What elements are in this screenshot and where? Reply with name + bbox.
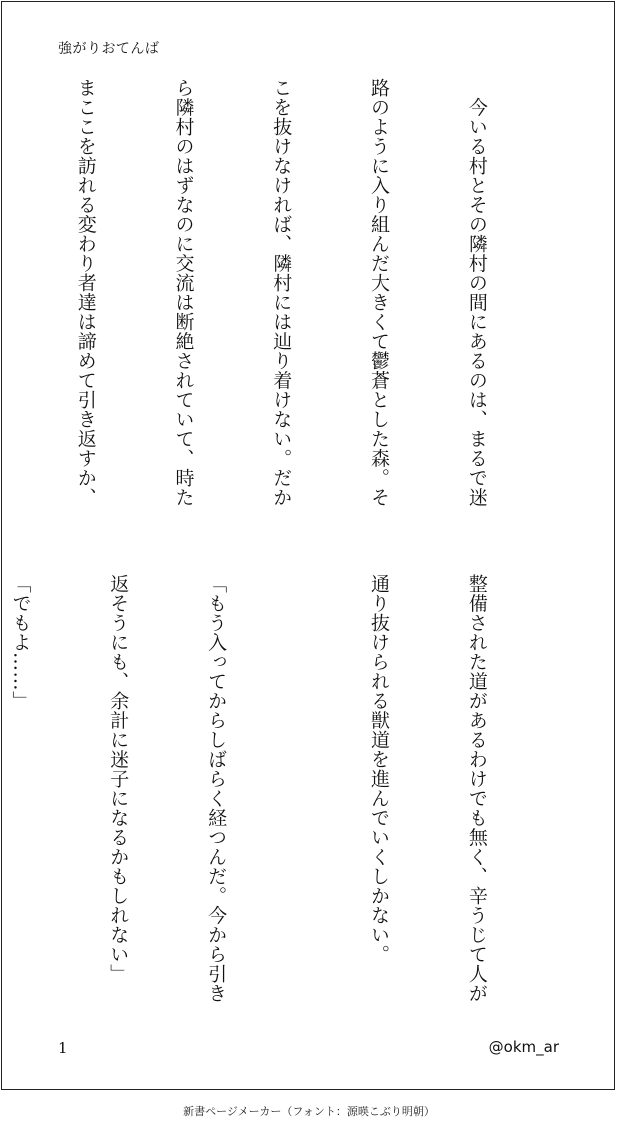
generator-credit: 新書ページメーカー（フォント：源暎こぶり明朝）	[183, 1105, 435, 1118]
text-block-top	[52, 78, 558, 528]
text-column: 通り抜けられる獣道を進んでいくしかない。	[368, 574, 391, 964]
dialogue-column: 「もう入ってからしばらく経つんだ。今から引き	[205, 574, 228, 1003]
running-title: 強がりおてんば	[58, 41, 160, 57]
text-column: 整備された道があるわけでも無く、辛うじて人が	[465, 574, 488, 1003]
text-column: 今いる村とその隣村の間にあるのは、まるで迷	[465, 78, 488, 507]
book-page	[1, 1, 615, 1090]
page-number: 1	[58, 1039, 68, 1057]
author-handle: @okm_ar	[488, 1038, 559, 1056]
text-block-bottom	[9, 574, 558, 1003]
text-column: ら隣村のはずなのに交流は断絶されていて、時た	[172, 78, 195, 507]
dialogue-column: 「でもよ……」	[9, 574, 32, 711]
text-column: こを抜けなければ、隣村には辿り着けない。だか	[270, 78, 293, 507]
dialogue-column: 返そうにも、余計に迷子になるかもしれない」	[107, 574, 130, 984]
text-column: まここを訪れる変わり者達は諦めて引き返すか、	[74, 78, 97, 507]
text-column	[0, 78, 4, 528]
text-column: 路のように入り組んだ大きくて鬱蒼とした森。そ	[368, 78, 391, 507]
